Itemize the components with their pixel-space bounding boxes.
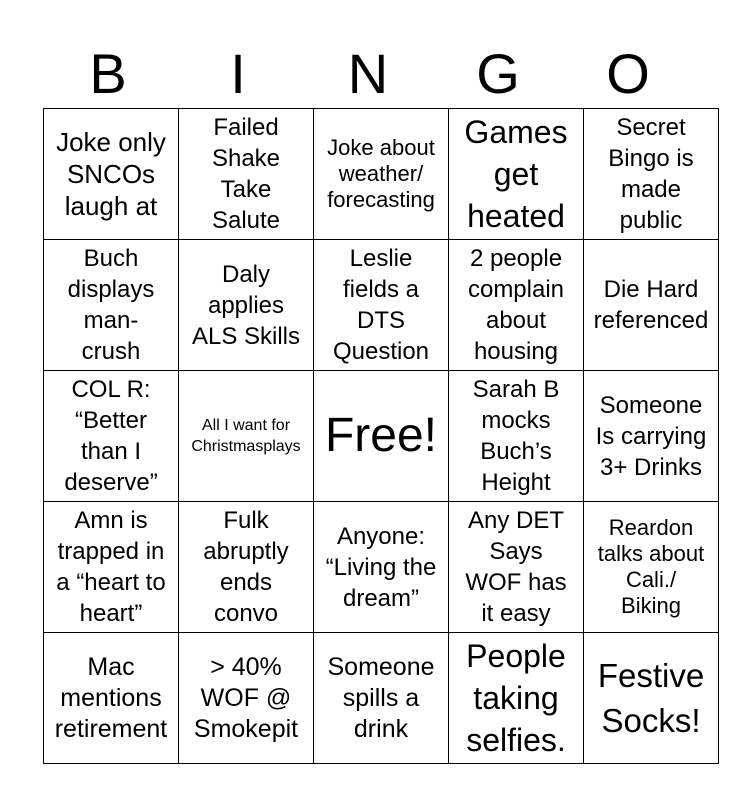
cell-text: Failed Shake Take Salute [211,114,281,234]
bingo-cell[interactable] [44,371,179,502]
cell-text: Leslie fields a DTS Question [332,245,430,365]
cell-text: Games get heated [464,114,568,234]
header-letter-n: N [347,42,389,105]
board-row [44,371,719,502]
bingo-cell[interactable] [44,633,179,764]
bingo-cell[interactable] [314,502,449,633]
bingo-cell[interactable] [584,633,719,764]
bingo-cell[interactable] [44,109,179,240]
bingo-cell[interactable] [449,371,584,502]
cell-text: COL R: “Better than I deserve” [64,376,158,496]
bingo-cell[interactable] [449,240,584,371]
bingo-cell[interactable] [314,109,449,240]
bingo-cell[interactable] [449,502,584,633]
bingo-cell[interactable] [179,371,314,502]
bingo-cell[interactable] [44,240,179,371]
cell-text: Fulk abruptly ends convo [203,507,289,627]
header-letter-g: G [476,42,520,105]
cell-text: Secret Bingo is made public [608,114,694,234]
cell-text: Festive Socks! [597,657,705,739]
cell-text: People taking selfies. [466,638,566,758]
header-letter-b: B [89,42,127,105]
bingo-cell[interactable] [179,502,314,633]
bingo-cell[interactable] [584,502,719,633]
bingo-cell[interactable] [449,633,584,764]
cell-text: Die Hard referenced [593,276,709,334]
bingo-header [43,40,693,108]
free-space-text: Free! [324,409,438,462]
bingo-cell[interactable] [179,109,314,240]
bingo-cell[interactable] [584,240,719,371]
cell-text: All I want for Christmasplays [191,417,301,455]
bingo-cell[interactable] [179,240,314,371]
cell-text: Sarah B mocks Buch’s Height [472,376,560,496]
cell-text: Someone spills a drink [327,652,435,743]
free-space-cell[interactable] [314,371,449,502]
board-row [44,502,719,633]
cell-text: Daly applies ALS Skills [191,260,301,350]
bingo-board [43,108,719,764]
cell-text: Any DET Says WOF has it easy [465,507,567,627]
header-letter-o: O [606,42,650,105]
bingo-cell[interactable] [449,109,584,240]
header-letter-i: I [230,42,246,105]
cell-text: Reardon talks about Cali./ Biking [597,515,705,618]
bingo-cell[interactable] [314,633,449,764]
bingo-cell[interactable] [44,502,179,633]
board-row [44,109,719,240]
cell-text: Someone Is carrying 3+ Drinks [595,391,707,481]
bingo-cell[interactable] [314,240,449,371]
cell-text: Joke about weather/ forecasting [327,135,435,212]
board-row [44,240,719,371]
cell-text: 2 people complain about housing [467,245,565,365]
board-row [44,633,719,764]
cell-text: Joke only SNCOs laugh at [56,127,166,221]
bingo-cell[interactable] [179,633,314,764]
cell-text: > 40% WOF @ Smokepit [193,652,299,743]
cell-text: Buch displays man- crush [67,245,155,365]
cell-text: Anyone: “Living the dream” [325,522,437,612]
cell-text: Amn is trapped in a “heart to heart” [56,507,166,627]
bingo-cell[interactable] [584,109,719,240]
cell-text: Mac mentions retirement [54,652,168,743]
bingo-cell[interactable] [584,371,719,502]
